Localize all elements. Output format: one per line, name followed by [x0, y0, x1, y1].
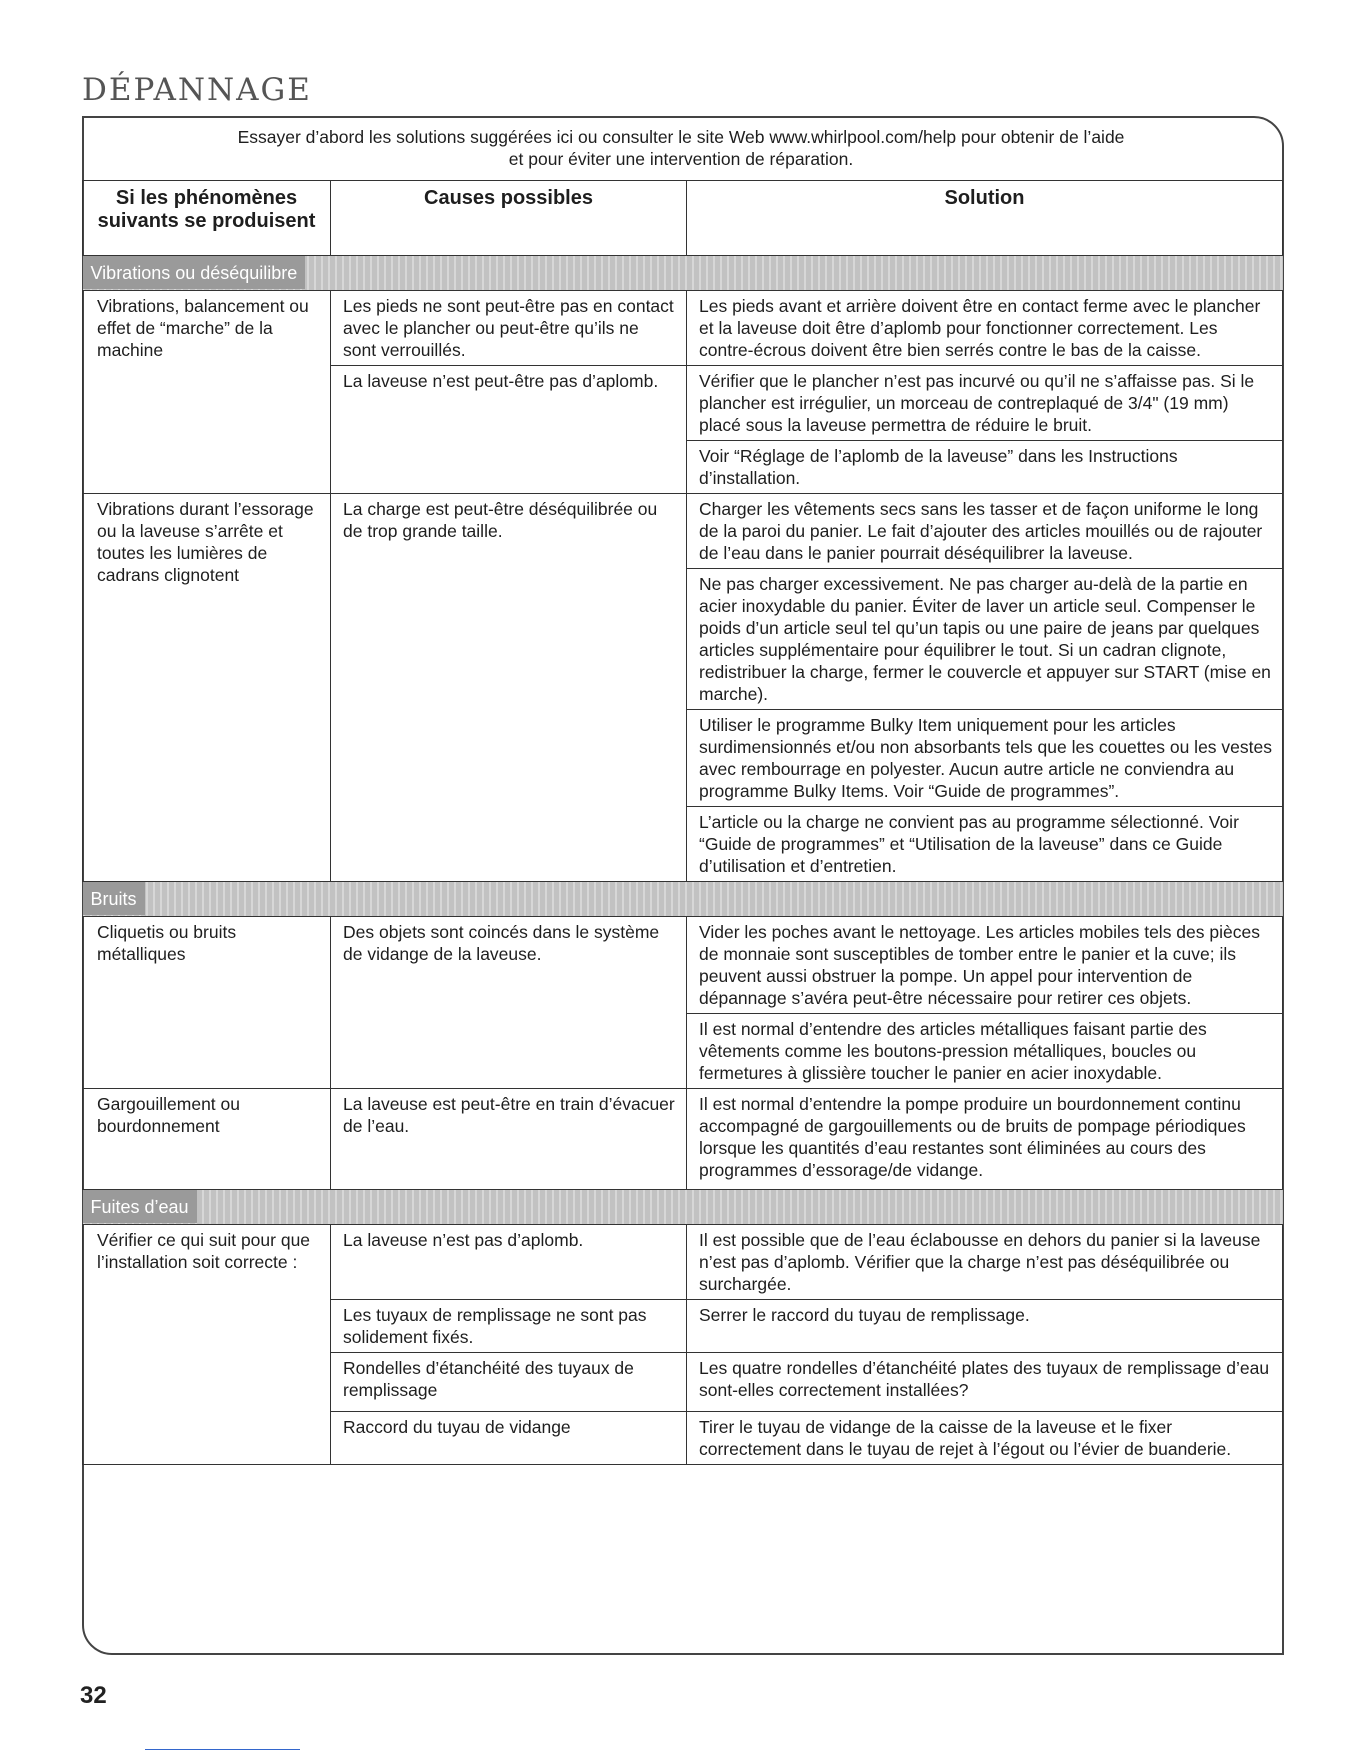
section-band	[83, 256, 1283, 291]
solution-cell: Il est normal d’entendre la pompe produire un bourdonnement continu accompagné de gargouillements ou de bruits de pompage périodiques lorsque les quantités d’eau restantes sont éliminées au cours des programmes d’essorage/de vidange.	[687, 1089, 1283, 1190]
intro-line-2: et pour éviter une intervention de réparation.	[508, 149, 854, 169]
header-solution: Solution	[687, 181, 1283, 256]
symptom-cell: Gargouillement ou bourdonnement	[83, 1089, 331, 1190]
section-noise: Bruits	[83, 882, 145, 915]
solution-cell: Utiliser le programme Bulky Item uniquement pour les articles surdimensionnés et/ou non absorbants tels que les couettes ou les vestes avec rembourrage en polyester. Aucun autre article ne conviendra au programme Bulky Items. Voir “Guide de programmes”.	[687, 710, 1283, 807]
page-title: DÉPANNAGE	[82, 72, 312, 108]
solution-cell: Charger les vêtements secs sans les tasser et de façon uniforme le long de la paroi du panier. Le fait d’ajouter des articles mouillés ou de rajouter de l’eau dans le panier pourrait déséquilibrer la laveuse.	[687, 494, 1283, 569]
solution-cell: Voir “Réglage de l’aplomb de la laveuse” dans les Instructions d’installation.	[687, 441, 1283, 494]
section-band	[83, 882, 1283, 917]
solution-cell: Les pieds avant et arrière doivent être en contact ferme avec le plancher et la laveuse doit être d’aplomb pour fonctionner correctement. Les contre-écrous doivent être bien serrés contre le bas de la caisse.	[687, 291, 1283, 366]
section-vibrations: Vibrations ou déséquilibre	[83, 256, 306, 289]
solution-cell: Vérifier que le plancher n’est pas incurvé ou qu’il ne s’affaisse pas. Si le plancher est irrégulier, un morceau de contreplaqué de 3/4" (19 mm) placé sous la laveuse permettra de réduire le bruit.	[687, 366, 1283, 441]
table-row	[83, 1225, 1283, 1300]
solution-cell: Il est normal d’entendre des articles métalliques faisant partie des vêtements comme les boutons-pression métalliques, boucles ou fermetures à glissière toucher le panier en acier inoxydable.	[687, 1014, 1283, 1089]
cause-cell: Les tuyaux de remplissage ne sont pas solidement fixés.	[331, 1300, 687, 1353]
cause-cell: Raccord du tuyau de vidange	[331, 1412, 687, 1465]
cause-cell: La charge est peut-être déséquilibrée ou de trop grande taille.	[331, 494, 687, 882]
cause-cell: Rondelles d’étanchéité des tuyaux de remplissage	[331, 1353, 687, 1412]
solution-cell: L’article ou la charge ne convient pas au programme sélectionné. Voir “Guide de programmes” et “Utilisation de la laveuse” dans ce Guide d’utilisation et d’entretien.	[687, 807, 1283, 882]
footer-rule	[145, 1749, 300, 1750]
header-cause: Causes possibles	[331, 181, 687, 256]
section-leaks: Fuites d’eau	[83, 1190, 197, 1223]
table-row	[83, 494, 1283, 569]
header-row	[83, 181, 1283, 256]
solution-cell: Les quatre rondelles d’étanchéité plates des tuyaux de remplissage d’eau sont-elles correctement installées?	[687, 1353, 1283, 1412]
cause-cell: Des objets sont coincés dans le système de vidange de la laveuse.	[331, 917, 687, 1089]
table-row	[83, 1089, 1283, 1190]
solution-cell: Il est possible que de l’eau éclabousse en dehors du panier si la laveuse n’est pas d’aplomb. Vérifier que la charge n’est pas déséquilibrée ou surchargée.	[687, 1225, 1283, 1300]
intro-text	[82, 126, 1280, 170]
solution-cell: Serrer le raccord du tuyau de remplissage.	[687, 1300, 1283, 1353]
solution-cell: Tirer le tuyau de vidange de la caisse de la laveuse et le fixer correctement dans le tuyau de rejet à l’égout ou l’évier de buanderie.	[687, 1412, 1283, 1465]
cause-cell: La laveuse n’est peut-être pas d’aplomb.	[331, 366, 687, 494]
troubleshooting-table	[82, 180, 1282, 1465]
section-band	[83, 1190, 1283, 1225]
cause-cell: Les pieds ne sont peut-être pas en contact avec le plancher ou peut-être qu’ils ne sont verrouillés.	[331, 291, 687, 366]
table-row	[83, 917, 1283, 1014]
symptom-cell: Vibrations durant l’essorage ou la laveuse s’arrête et toutes les lumières de cadrans clignotent	[83, 494, 331, 882]
table-row	[83, 291, 1283, 366]
header-symptom: Si les phénomènes suivants se produisent	[83, 181, 331, 256]
symptom-cell: Cliquetis ou bruits métalliques	[83, 917, 331, 1089]
page-number: 32	[80, 1682, 107, 1709]
solution-cell: Ne pas charger excessivement. Ne pas charger au-delà de la partie en acier inoxydable du panier. Éviter de laver un article seul. Compenser le poids d’un article seul tel qu’un tapis ou une paire de jeans par quelques articles supplémentaire pour équilibrer le tout. Si un cadran clignote, redistribuer la charge, fermer le couvercle et appuyer sur START (mise en marche).	[687, 569, 1283, 710]
cause-cell: La laveuse n’est pas d’aplomb.	[331, 1225, 687, 1300]
symptom-cell: Vérifier ce qui suit pour que l’installation soit correcte :	[83, 1225, 331, 1465]
intro-line-1: Essayer d’abord les solutions suggérées ici ou consulter le site Web www.whirlpool.com/help pour obtenir de l’aide	[237, 127, 1125, 147]
cause-cell: La laveuse est peut-être en train d’évacuer de l’eau.	[331, 1089, 687, 1190]
symptom-cell: Vibrations, balancement ou effet de “marche” de la machine	[83, 291, 331, 494]
solution-cell: Vider les poches avant le nettoyage. Les articles mobiles tels des pièces de monnaie sont susceptibles de tomber entre le panier et la cuve; ils peuvent aussi obstruer la pompe. Un appel pour intervention de dépannage s’avéra peut-être nécessaire pour retirer ces objets.	[687, 917, 1283, 1014]
